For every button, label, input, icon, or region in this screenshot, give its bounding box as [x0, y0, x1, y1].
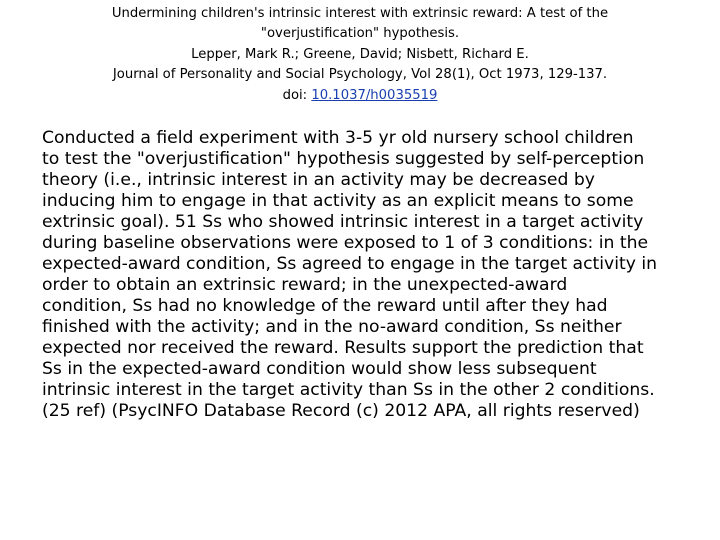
- doi-line: [20, 86, 700, 106]
- abstract-line: expected-award condition, Ss agreed to engage in the target activity in: [42, 254, 658, 274]
- authors: Lepper, Mark R.; Greene, David; Nisbett, Richard E.: [191, 46, 529, 62]
- abstract-line: intrinsic interest in the target activity than Ss in the other 2 conditions.: [42, 380, 655, 400]
- doi-label: doi:: [282, 87, 312, 103]
- abstract-line: condition, Ss had no knowledge of the reward until after they had: [42, 296, 608, 316]
- article-title-line-1: Undermining children's intrinsic interest with extrinsic reward: A test of the: [111, 6, 609, 21]
- abstract-line: Conducted a field experiment with 3-5 yr old nursery school children: [42, 128, 634, 148]
- citation-header: [20, 4, 700, 106]
- article-title-line-2: "overjustification" hypothesis.: [260, 26, 460, 42]
- abstract-line: extrinsic goal). 51 Ss who showed intrinsic interest in a target activity: [42, 212, 644, 232]
- abstract-line: expected nor received the reward. Results support the prediction that: [42, 338, 644, 358]
- abstract-line: theory (i.e., intrinsic interest in an activity may be decreased by: [42, 170, 595, 190]
- abstract-line: during baseline observations were exposed to 1 of 3 conditions: in the: [42, 233, 649, 253]
- abstract-line: inducing him to engage in that activity as an explicit means to some: [42, 191, 634, 211]
- doi-link[interactable]: 10.1037/h0035519: [311, 87, 438, 103]
- abstract-text: [42, 128, 708, 422]
- journal-reference: Journal of Personality and Social Psychology, Vol 28(1), Oct 1973, 129-137.: [112, 67, 608, 83]
- abstract-line: finished with the activity; and in the no-award condition, Ss neither: [42, 317, 622, 337]
- abstract-line: order to obtain an extrinsic reward; in the unexpected-award: [42, 275, 568, 295]
- abstract-line: Ss in the expected-award condition would show less subsequent: [42, 359, 597, 379]
- abstract-line: to test the "overjustification" hypothesis suggested by self-perception: [42, 149, 645, 169]
- abstract-line: (25 ref) (PsycINFO Database Record (c) 2012 APA, all rights reserved): [42, 401, 640, 421]
